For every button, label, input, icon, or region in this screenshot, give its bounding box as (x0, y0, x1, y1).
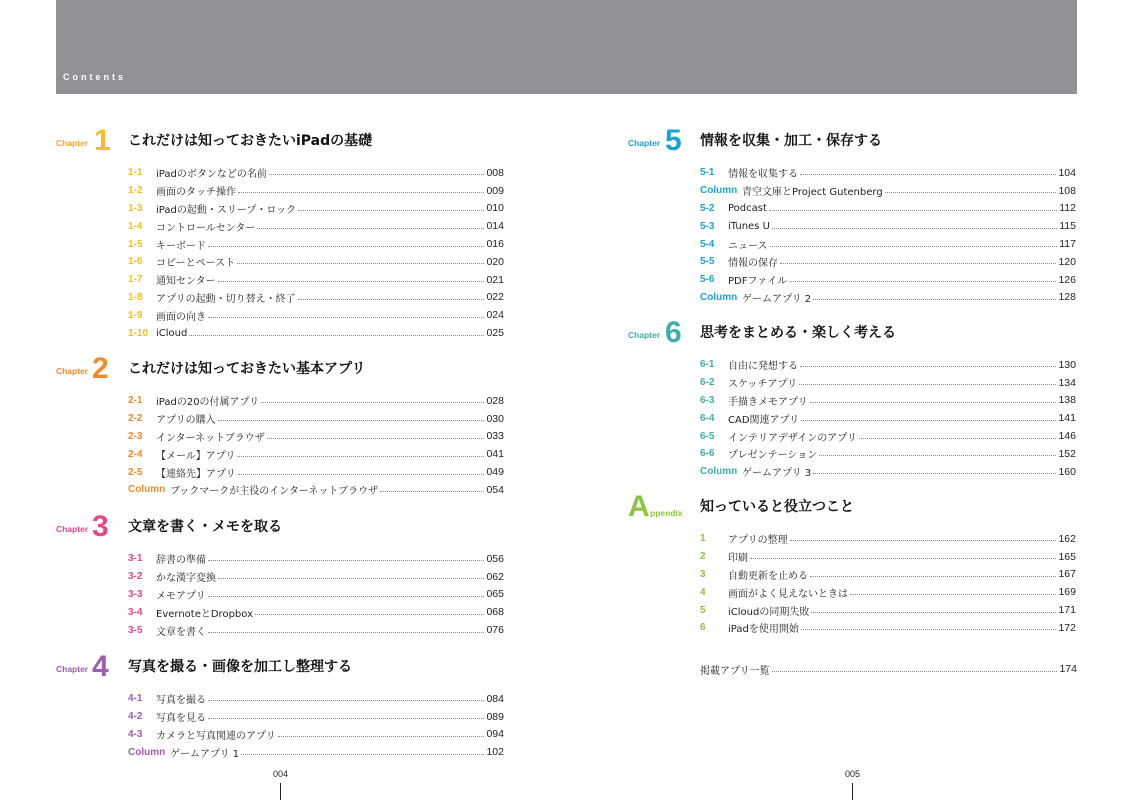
entry-title: ゲームアプリ 3 (742, 468, 812, 480)
toc-entry[interactable] (700, 463, 1076, 481)
entry-page: 152 (1058, 447, 1076, 460)
entry-code: 6-1 (700, 359, 715, 371)
toc-entry[interactable] (128, 550, 504, 568)
contents-header-band (56, 0, 1077, 94)
leader-dots (790, 540, 1057, 541)
entry-code: 1-3 (128, 202, 143, 214)
entry-code: 2-4 (128, 448, 143, 460)
toc-entry[interactable] (128, 428, 504, 446)
entry-code: 6 (700, 622, 706, 634)
leader-dots (811, 612, 1056, 613)
entry-page: 169 (1058, 586, 1076, 599)
entry-title: iPadを使用開始 (728, 624, 799, 636)
chapter-heading (56, 120, 506, 156)
entry-title: iPadの20の付属アプリ (156, 397, 260, 409)
entry-page: 167 (1058, 568, 1076, 581)
entry-code: 1-9 (128, 309, 143, 321)
entry-title: iCloud (156, 327, 188, 339)
leader-dots (255, 614, 484, 615)
chapter-number: 3 (92, 510, 109, 543)
entry-code: 5-2 (700, 202, 715, 214)
appendix-initial: A (628, 490, 650, 523)
entry-code: 6-2 (700, 377, 715, 389)
entry-page: 024 (486, 309, 504, 322)
entry-code: Column (700, 185, 738, 197)
toc-entry[interactable] (700, 374, 1076, 392)
entry-page: 076 (486, 624, 504, 637)
entry-code: Column (700, 291, 738, 303)
leader-dots (208, 317, 484, 318)
entry-title: 画面がよく見えないときは (728, 588, 848, 600)
entry-title: CAD関連アプリ (728, 414, 800, 426)
entry-code: 1-2 (128, 185, 143, 197)
entry-title: スケッチアプリ (728, 379, 798, 391)
toc-entry[interactable] (700, 445, 1076, 463)
entry-title: 手描きメモアプリ (728, 396, 808, 408)
leader-dots (769, 210, 1057, 211)
toc-entry[interactable] (128, 568, 504, 586)
chapter-heading (56, 348, 506, 384)
chapter-6 (628, 312, 1078, 481)
toc-entry[interactable] (700, 548, 1076, 566)
leader-dots (218, 281, 485, 282)
leader-dots (780, 263, 1056, 264)
chapter-title: これだけは知っておきたい基本アプリ (128, 361, 366, 377)
entry-page: 128 (1058, 291, 1076, 304)
leader-dots (801, 629, 1057, 630)
chapter-title: 写真を撮る・画像を加工し整理する (128, 659, 352, 675)
leader-dots (218, 420, 485, 421)
entry-title: 印刷 (728, 553, 748, 565)
entry-page: 138 (1058, 394, 1076, 407)
leader-dots (238, 474, 485, 475)
toc-entry[interactable] (128, 410, 504, 428)
entry-title: アプリの購入 (156, 415, 216, 427)
leader-dots (859, 438, 1057, 439)
entry-title: アプリの起動・切り替え・終了 (156, 293, 296, 305)
entry-page: 041 (486, 448, 504, 461)
toc-entry[interactable] (128, 481, 504, 499)
leader-dots (750, 558, 1056, 559)
entry-code: 5-3 (700, 220, 715, 232)
toc-entry[interactable] (128, 164, 504, 182)
chapter-heading (628, 312, 1078, 348)
entry-title: 辞書の準備 (156, 555, 206, 567)
folio-left: 004 (273, 769, 289, 779)
toc-entry[interactable] (700, 235, 1076, 253)
entry-list (56, 690, 506, 761)
entry-code: 2-3 (128, 430, 143, 442)
appendix-heading (628, 486, 1078, 522)
entry-page: 049 (486, 466, 504, 479)
entry-page: 115 (1059, 220, 1076, 233)
entry-page: 112 (1059, 202, 1076, 215)
entry-page: 141 (1058, 412, 1076, 425)
toc-entry[interactable] (128, 324, 504, 342)
leader-dots (261, 402, 484, 403)
folio-line-right (852, 783, 853, 800)
entry-page: 068 (486, 606, 504, 619)
entry-code: 3-5 (128, 624, 143, 636)
toc-entry[interactable] (128, 621, 504, 639)
entry-page: 089 (486, 710, 504, 723)
leader-dots (257, 228, 484, 229)
chapter-2 (56, 348, 506, 499)
entry-title: キーボード (156, 240, 206, 252)
toc-entry[interactable] (128, 306, 504, 324)
entry-title: 【連絡先】アプリ (156, 468, 236, 480)
leader-dots (208, 632, 484, 633)
toc-entry[interactable] (700, 253, 1076, 271)
entry-code: 5-4 (700, 238, 715, 250)
entry-page: 134 (1058, 376, 1076, 389)
leader-dots (238, 192, 484, 193)
toc-entry[interactable] (128, 603, 504, 621)
entry-code: 1-6 (128, 256, 143, 268)
entry-code: Column (128, 746, 166, 758)
entry-title: プレゼンテーション (728, 450, 818, 462)
entry-page: 056 (486, 552, 504, 565)
chapter-1 (56, 120, 506, 342)
entry-page: 084 (486, 692, 504, 705)
entry-code: Column (128, 484, 166, 496)
chapter-number: 1 (94, 124, 111, 157)
leader-dots (241, 754, 484, 755)
entry-page: 022 (486, 291, 504, 304)
toc-entry[interactable] (128, 235, 504, 253)
chapter-word: Chapter (56, 138, 89, 148)
entry-title: ゲームアプリ 2 (742, 293, 812, 305)
entry-page: 172 (1058, 621, 1076, 634)
folio-right: 005 (845, 769, 861, 779)
entry-title: 【メール】アプリ (156, 450, 236, 462)
appendix (628, 486, 1078, 637)
chapter-heading (56, 646, 506, 682)
leader-dots (269, 174, 485, 175)
entry-title: EvernoteとDropbox (156, 608, 253, 620)
chapter-title: 思考をまとめる・楽しく考える (700, 325, 896, 341)
entry-page: 160 (1058, 465, 1076, 478)
leader-dots (813, 473, 1056, 474)
entry-page: 120 (1058, 255, 1076, 268)
entry-list (628, 164, 1078, 306)
leader-dots (380, 491, 484, 492)
toc-entry[interactable] (700, 356, 1076, 374)
folio-line-left (280, 783, 281, 800)
entry-code: 2-1 (128, 395, 143, 407)
entry-title: アプリの整理 (728, 535, 788, 547)
leader-dots (800, 366, 1056, 367)
entry-page: 108 (1058, 184, 1076, 197)
entry-code: 1 (700, 533, 706, 545)
entry-code: 5-6 (700, 274, 715, 286)
chapter-heading (56, 506, 506, 542)
entry-title: インターネットブラウザ (156, 432, 265, 444)
entry-title: iPadのボタンなどの名前 (156, 169, 267, 181)
toc-entry[interactable] (128, 708, 504, 726)
chapter-3 (56, 506, 506, 639)
toc-entry[interactable] (700, 182, 1076, 200)
entry-code: 1-1 (128, 167, 143, 179)
entry-page: 126 (1058, 273, 1076, 286)
toc-entry[interactable] (128, 253, 504, 271)
toc-entry[interactable] (128, 463, 504, 481)
leader-dots (813, 299, 1056, 300)
entry-page: 117 (1059, 238, 1076, 251)
chapter-number: 2 (92, 352, 109, 385)
entry-title: コピーとペースト (156, 258, 236, 270)
index-title: 掲載アプリ一覧 (700, 665, 770, 677)
leader-dots (208, 718, 484, 719)
entry-title: 画面の向き (156, 311, 206, 323)
entry-title: 画面のタッチ操作 (156, 187, 236, 199)
entry-page: 171 (1058, 604, 1076, 617)
entry-page: 009 (486, 184, 504, 197)
chapter-number: 4 (92, 650, 109, 683)
entry-page: 020 (486, 255, 504, 268)
toc-entry[interactable] (700, 271, 1076, 289)
toc-entry[interactable] (700, 392, 1076, 410)
leader-dots (189, 335, 484, 336)
entry-page: 025 (486, 327, 504, 340)
toc-entry[interactable] (128, 182, 504, 200)
index-page: 174 (1059, 663, 1077, 675)
chapter-title: 情報を収集・加工・保存する (700, 133, 882, 149)
chapter-4 (56, 646, 506, 761)
entry-code: 2-2 (128, 413, 143, 425)
entry-title: 写真を見る (156, 713, 206, 725)
entry-title: コントロールセンター (156, 222, 256, 234)
entry-code: 6-3 (700, 394, 715, 406)
leader-dots (800, 174, 1056, 175)
leader-dots (298, 299, 485, 300)
leader-dots (237, 456, 484, 457)
entry-title: メモアプリ (156, 590, 206, 602)
contents-label: Contents (63, 72, 126, 82)
chapter-word: Chapter (628, 330, 661, 340)
toc-entry[interactable] (128, 726, 504, 744)
leader-dots (801, 420, 1056, 421)
leader-dots (770, 246, 1058, 247)
entry-page: 162 (1058, 532, 1076, 545)
entry-code: 4 (700, 586, 706, 598)
entry-title: ニュース (728, 240, 768, 252)
entry-code: 4-2 (128, 711, 143, 723)
entry-page: 102 (486, 746, 504, 759)
toc-entry[interactable] (128, 200, 504, 218)
chapter-heading (628, 120, 1078, 156)
entry-page: 054 (486, 483, 504, 496)
entry-page: 030 (486, 412, 504, 425)
leader-dots (772, 671, 1058, 672)
entry-page: 062 (486, 570, 504, 583)
entry-code: 1-8 (128, 291, 143, 303)
entry-code: 5 (700, 604, 706, 616)
entry-title: 通知センター (156, 276, 216, 288)
entry-page: 130 (1058, 358, 1076, 371)
chapter-word: Chapter (628, 138, 661, 148)
entry-code: Column (700, 466, 738, 478)
leader-dots (218, 578, 484, 579)
leader-dots (810, 576, 1056, 577)
entry-page: 016 (486, 238, 504, 251)
entry-list (56, 164, 506, 342)
entry-list (628, 356, 1078, 481)
entry-code: 6-5 (700, 430, 715, 442)
leader-dots (298, 210, 484, 211)
entry-title: iTunes U (728, 220, 770, 232)
leader-dots (267, 438, 485, 439)
entry-page: 146 (1058, 430, 1076, 443)
entry-code: 3-2 (128, 571, 143, 583)
entry-page: 021 (486, 273, 504, 286)
entry-page: 094 (486, 728, 504, 741)
entry-code: 5-5 (700, 256, 715, 268)
chapter-number: 5 (665, 124, 682, 157)
toc-entry[interactable] (128, 743, 504, 761)
entry-code: 2-5 (128, 466, 143, 478)
leader-dots (772, 228, 1057, 229)
chapter-title: これだけは知っておきたいiPadの基礎 (128, 133, 373, 149)
entry-title: インテリアデザインのアプリ (728, 432, 857, 444)
toc-entry[interactable] (700, 619, 1076, 637)
entry-code: 1-10 (128, 327, 149, 339)
leader-dots (278, 736, 485, 737)
entry-code: 6-6 (700, 448, 715, 460)
toc-entry[interactable] (700, 601, 1076, 619)
toc-entry[interactable] (700, 289, 1076, 307)
leader-dots (208, 596, 485, 597)
entry-list (56, 550, 506, 639)
chapter-word: Chapter (56, 664, 89, 674)
toc-entry[interactable] (128, 392, 504, 410)
entry-title: ゲームアプリ 1 (170, 748, 240, 760)
entry-code: 1-7 (128, 274, 143, 286)
appendix-title: 知っていると役立つこと (700, 499, 854, 515)
entry-title: 写真を撮る (156, 695, 206, 707)
entry-title: iCloudの同期失敗 (728, 606, 810, 618)
leader-dots (208, 246, 484, 247)
entry-title: PDFファイル (728, 276, 788, 288)
entry-page: 014 (486, 220, 504, 233)
entry-page: 165 (1058, 550, 1076, 563)
entry-code: 5-1 (700, 167, 715, 179)
toc-entry[interactable] (700, 566, 1076, 584)
entry-title: iPadの起動・スリープ・ロック (156, 204, 297, 216)
chapter-number: 6 (665, 316, 682, 349)
app-index-entry[interactable] (700, 660, 1077, 678)
toc-entry[interactable] (128, 586, 504, 604)
entry-page: 028 (486, 394, 504, 407)
leader-dots (819, 455, 1056, 456)
toc-entry[interactable] (128, 445, 504, 463)
toc-entry[interactable] (700, 427, 1076, 445)
entry-title: Podcast (728, 202, 767, 214)
chapter-5 (628, 120, 1078, 306)
leader-dots (799, 384, 1056, 385)
entry-list (628, 530, 1078, 637)
entry-title: 自由に発想する (728, 361, 798, 373)
entry-list (56, 392, 506, 499)
entry-title: 情報の保存 (728, 258, 778, 270)
entry-code: 3-4 (128, 606, 143, 618)
leader-dots (208, 560, 484, 561)
entry-code: 1-4 (128, 220, 143, 232)
leader-dots (885, 192, 1057, 193)
entry-code: 4-3 (128, 728, 143, 740)
appendix-word: ppendix (650, 508, 683, 518)
entry-title: 自動更新を止める (728, 570, 808, 582)
entry-title: 文章を書く (156, 626, 206, 638)
chapter-word: Chapter (56, 366, 89, 376)
leader-dots (810, 402, 1057, 403)
toc-entry[interactable] (128, 217, 504, 235)
toc-entry[interactable] (700, 583, 1076, 601)
entry-page: 010 (486, 202, 504, 215)
entry-code: 3-3 (128, 588, 143, 600)
toc-entry[interactable] (700, 217, 1076, 235)
chapter-title: 文章を書く・メモを取る (128, 519, 282, 535)
leader-dots (237, 263, 484, 264)
chapter-word: Chapter (56, 524, 89, 534)
entry-title: かな漢字変換 (156, 573, 216, 585)
leader-dots (850, 594, 1056, 595)
entry-page: 065 (486, 588, 504, 601)
leader-dots (208, 700, 484, 701)
toc-entry[interactable] (128, 289, 504, 307)
toc-entry[interactable] (700, 164, 1076, 182)
entry-code: 1-5 (128, 238, 143, 250)
entry-code: 2 (700, 551, 706, 563)
toc-entry[interactable] (700, 530, 1076, 548)
entry-code: 6-4 (700, 412, 715, 424)
entry-title: カメラと写真関連のアプリ (156, 730, 276, 742)
entry-title: 情報を収集する (728, 169, 798, 181)
entry-title: ブックマークが主役のインターネットブラウザ (170, 486, 379, 498)
entry-code: 4-1 (128, 693, 143, 705)
toc-entry[interactable] (700, 200, 1076, 218)
entry-page: 104 (1058, 166, 1076, 179)
toc-entry[interactable] (700, 409, 1076, 427)
entry-page: 033 (486, 430, 504, 443)
entry-page: 008 (486, 166, 504, 179)
toc-entry[interactable] (128, 271, 504, 289)
entry-code: 3-1 (128, 553, 143, 565)
toc-entry[interactable] (128, 690, 504, 708)
entry-title: 青空文庫とProject Gutenberg (742, 187, 883, 199)
leader-dots (789, 281, 1056, 282)
entry-code: 3 (700, 568, 706, 580)
